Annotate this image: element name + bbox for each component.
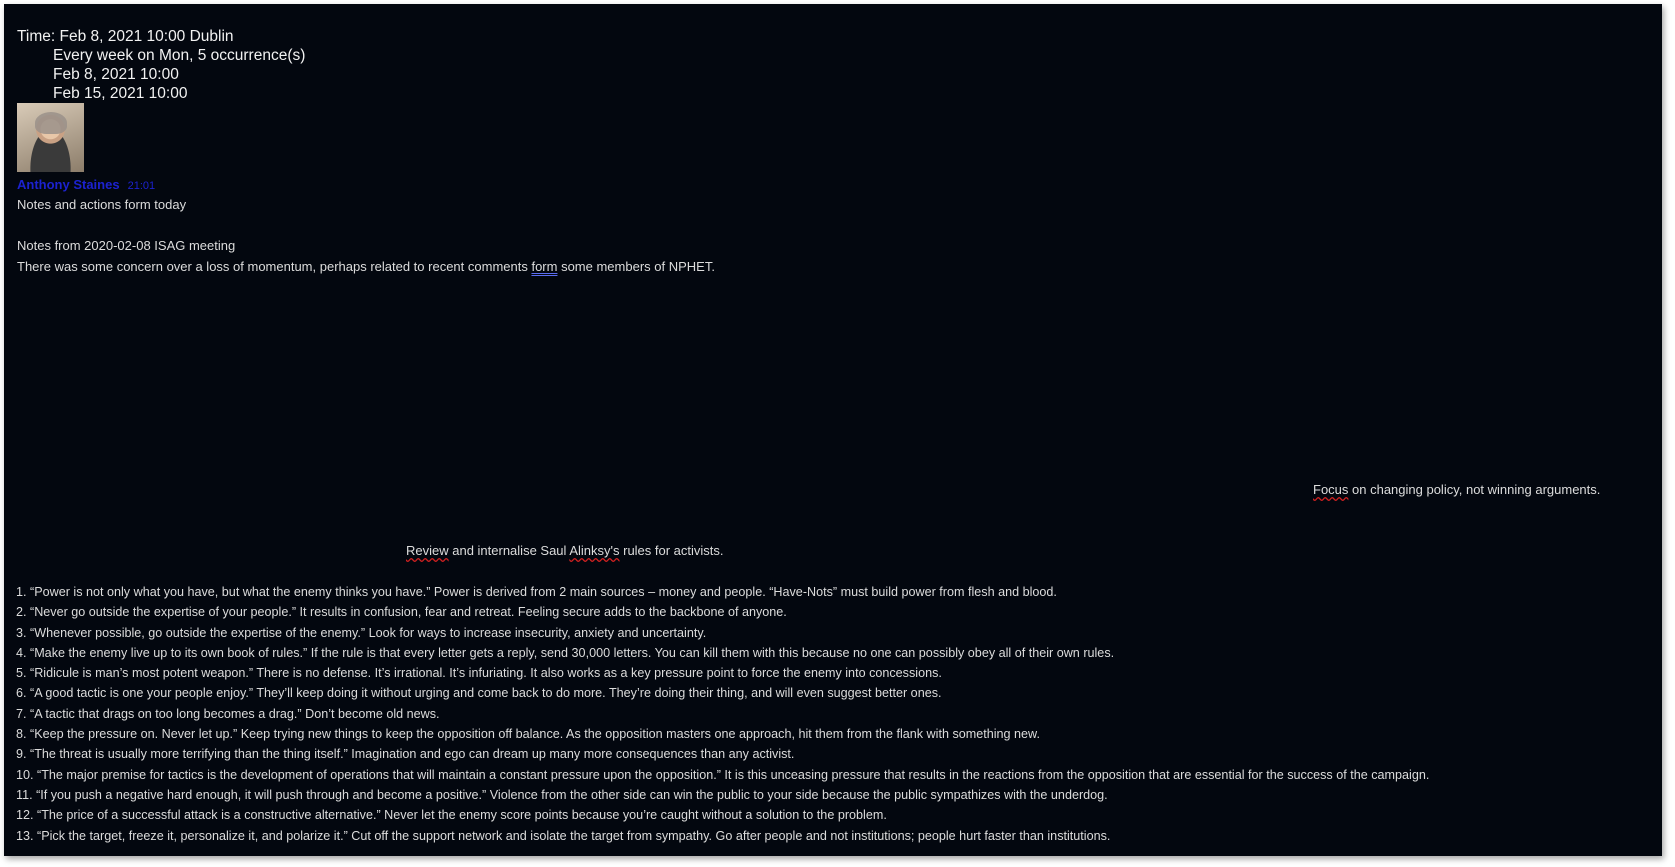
message-time: 21:01 <box>127 180 156 192</box>
list-item: 10. “The major premise for tactics is the development of operations that will maintain a constant pressure upon the opposition.” It is this unceasing pressure that results in the reactions from the opposition that are essential for the success of the campaign. <box>16 767 1430 782</box>
concern-paragraph <box>17 259 715 274</box>
spelling-flag: Alinksy's <box>569 543 620 558</box>
list-item: 9. “The threat is usually more terrifying than the thing itself.” Imagination and ego can dream up many more consequences than any activist. <box>16 747 795 762</box>
list-item: 1. “Power is not only what you have, but what the enemy thinks you have.” Power is derived from 2 main sources – money and people. “Have-Nots” must build power from flesh and blood. <box>16 585 1057 599</box>
list-item: 11. “If you push a negative hard enough, it will push through and become a positive.” Violence from the other side can win the public to your side because the public sympathizes with the underdog. <box>16 787 1108 802</box>
meeting-occurrence-2: Feb 15, 2021 10:00 <box>53 85 188 102</box>
message-subject: Notes and actions form today <box>17 197 187 212</box>
spelling-flag: Focus <box>1313 482 1349 497</box>
avatar[interactable] <box>17 103 84 172</box>
sender-name[interactable]: Anthony Staines <box>17 177 120 192</box>
list-item: 3. “Whenever possible, go outside the expertise of the enemy.” Look for ways to increase insecurity, anxiety and uncertainty. <box>16 625 707 640</box>
focus-text: on changing policy, not winning arguments. <box>1348 482 1601 497</box>
list-item: 13. “Pick the target, freeze it, personalize it, and polarize it.” Cut off the support network and isolate the target from sympathy. Go after people and not institutions; people hurt faster than institutions. <box>16 828 1111 843</box>
focus-paragraph <box>1313 482 1600 497</box>
list-item: 2. “Never go outside the expertise of your people.” It results in confusion, fear and retreat. Feeling secure adds to the backbone of anyone. <box>16 605 787 620</box>
list-item: 8. “Keep the pressure on. Never let up.” Keep trying new things to keep the opposition off balance. As the opposition masters one approach, hit them from the flank with something new. <box>16 727 1040 742</box>
sender-line <box>17 176 155 194</box>
concern-text: There was some concern over a loss of momentum, perhaps related to recent comments <box>17 259 532 274</box>
review-paragraph <box>406 543 724 558</box>
meeting-occurrence-1: Feb 8, 2021 10:00 <box>53 66 179 83</box>
list-item: 7. “A tactic that drags on too long becomes a drag.” Don’t become old news. <box>16 706 440 721</box>
review-text-end: rules for activists. <box>619 543 724 558</box>
grammar-flag: form <box>531 259 558 274</box>
notes-heading: Notes from 2020-02-08 ISAG meeting <box>17 238 236 253</box>
list-item: 12. “The price of a successful attack is a constructive alternative.” Never let the enemy score points because you’re caught without a solution to the problem. <box>16 808 887 823</box>
meeting-time: Time: Feb 8, 2021 10:00 Dublin <box>17 28 234 45</box>
list-item: 6. “A good tactic is one your people enjoy.” They’ll keep doing it without urging and come back to do more. They’re doing their thing, and will even suggest better ones. <box>16 686 942 701</box>
spelling-flag: Review <box>406 543 449 558</box>
email-viewer <box>4 4 1662 856</box>
meeting-recurrence: Every week on Mon, 5 occurrence(s) <box>53 47 306 64</box>
rules-list <box>16 582 1429 846</box>
list-item: 5. “Ridicule is man’s most potent weapon.” There is no defense. It’s irrational. It’s infuriating. It also works as a key pressure point to force the enemy into concessions. <box>16 666 942 681</box>
concern-text-end: some members of NPHET. <box>557 259 715 274</box>
review-text: and internalise Saul <box>448 543 570 558</box>
list-item: 4. “Make the enemy live up to its own book of rules.” If the rule is that every letter gets a reply, send 30,000 letters. You can kill them with this because no one can possibly obey all of their own rules. <box>16 645 1115 660</box>
